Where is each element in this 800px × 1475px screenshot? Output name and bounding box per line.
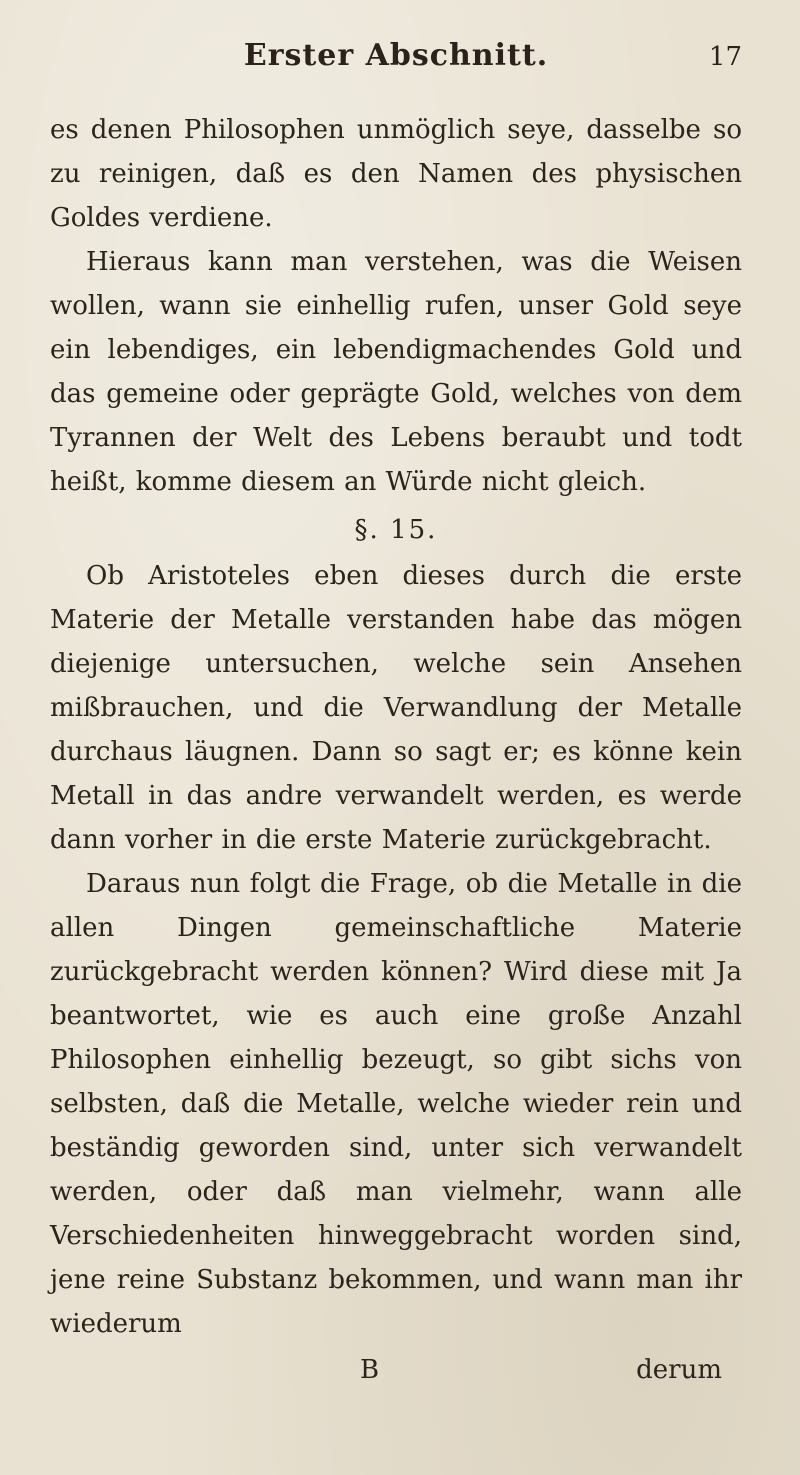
page-footer	[50, 1348, 742, 1392]
running-head	[50, 38, 742, 86]
paragraph-4: Daraus nun folgt die Frage, ob die Metalle in die allen Dingen gemeinschaftliche Materie zurückgebracht werden können? Wird diese mit Ja beantwortet, wie es auch eine große Anzahl Philosophen einhellig bezeugt, so gibt sichs von selbsten, daß die Metalle, welche wieder rein und beständig geworden sind, unter sich verwandelt werden, oder daß man vielmehr, wann alle Verschiedenheiten hinweggebracht worden sind, jene reine Substanz bekommen, und wann man ihr wiederum	[50, 869, 742, 1339]
paragraph-3: Ob Aristoteles eben dieses durch die erste Materie der Metalle verstanden habe das mögen diejenige untersuchen, welche sein Ansehen mißbrauchen, und die Verwandlung der Metalle durchaus läugnen. Dann so sagt er; es könne kein Metall in das andre verwandelt werden, es werde dann vorher in die erste Materie zurückgebracht.	[50, 561, 742, 855]
paragraph-2: Hieraus kann man verstehen, was die Weisen wollen, wann sie einhellig rufen, unser Gold seye ein lebendiges, ein lebendigmachendes Gold und das gemeine oder geprägte Gold, welches von dem Tyrannen der Welt des Lebens beraubt und todt heißt, komme diesem an Würde nicht gleich.	[50, 247, 742, 497]
running-title: Erster Abschnitt.	[243, 38, 549, 73]
section-heading: §. 15.	[354, 515, 438, 545]
catchword: derum	[636, 1355, 722, 1385]
signature-mark: B	[360, 1355, 380, 1385]
page-number: 17	[708, 42, 742, 72]
paragraph-1: es denen Philosophen unmöglich seye, dasselbe so zu reinigen, daß es den Namen des physischen Goldes verdiene.	[50, 115, 742, 233]
